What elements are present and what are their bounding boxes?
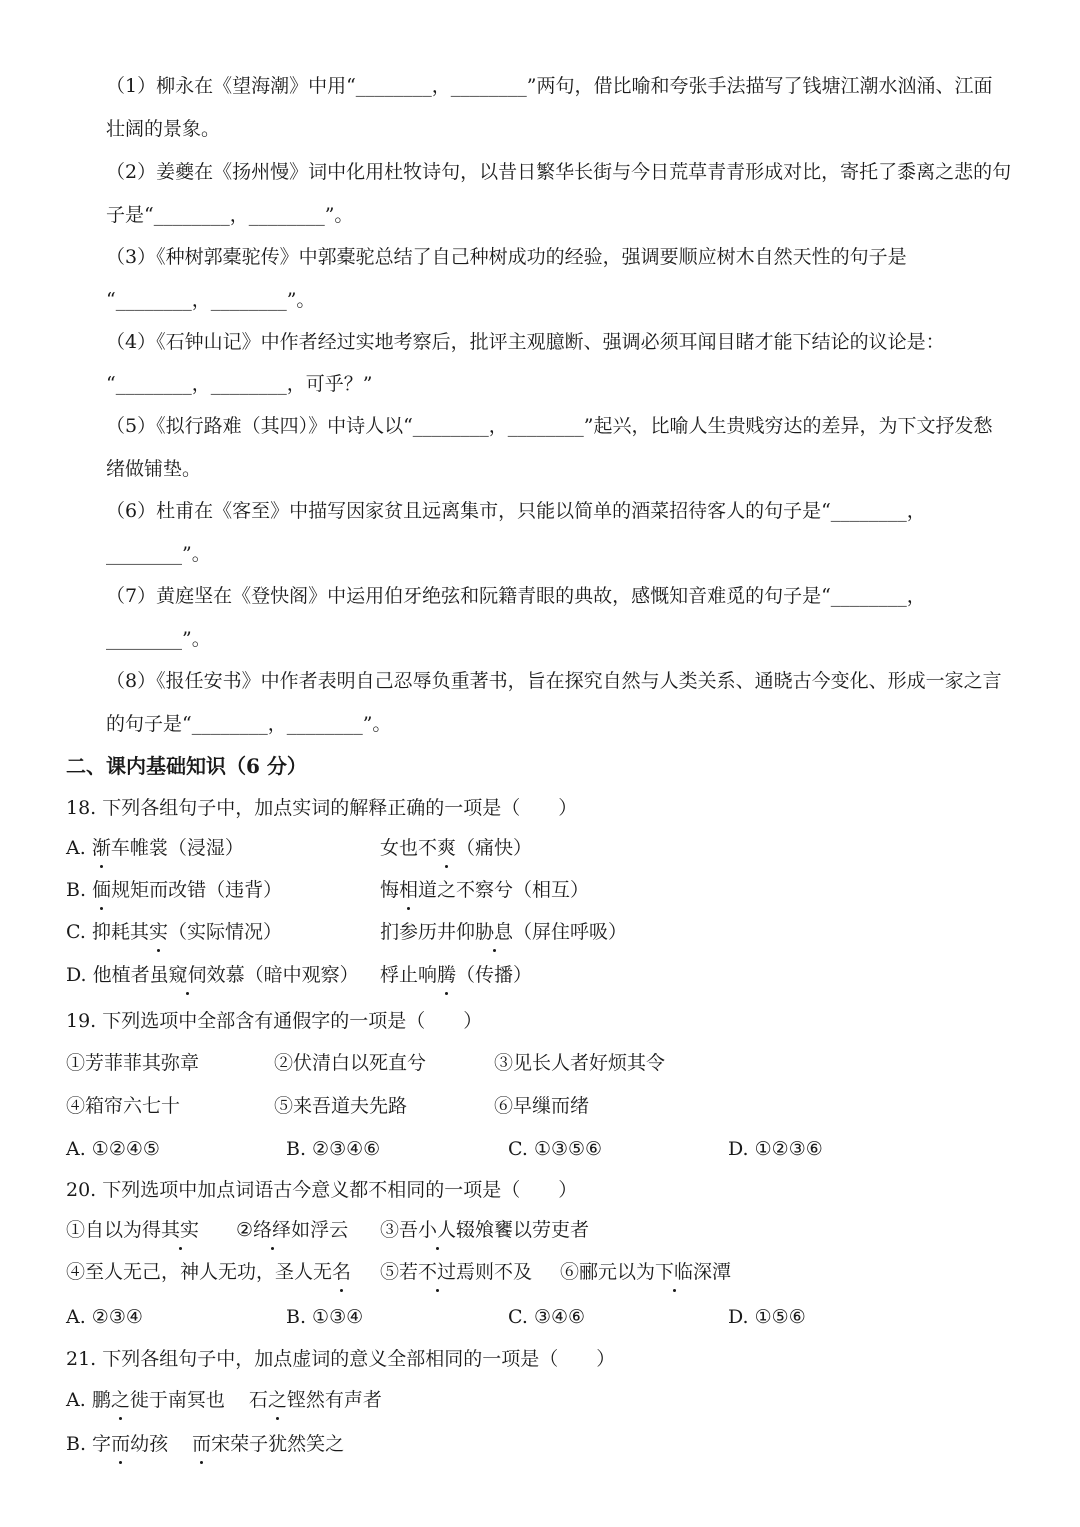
q20-item-6	[560, 1258, 731, 1286]
dotted-word: 之	[268, 1386, 287, 1414]
text: 徙于南冥也	[129, 1389, 225, 1411]
q21-option-a	[66, 1386, 382, 1414]
dotted-word: 名	[332, 1258, 351, 1286]
q20-item-1	[66, 1216, 199, 1244]
q18-option-d-right	[380, 961, 532, 989]
q2-line2: 子是“________，________”。	[106, 204, 354, 226]
q18-option-c-left	[66, 918, 282, 946]
q18-option-a-right	[380, 834, 532, 862]
text: 如浮云	[291, 1219, 349, 1241]
text: ③吾	[380, 1219, 419, 1241]
text: 悔	[380, 879, 400, 901]
dotted-word: 偭	[92, 876, 111, 904]
option-label: A.	[66, 837, 92, 859]
dotted-word: 爽	[437, 834, 456, 862]
q7-line1: （7）黄庭坚在《登快阁》中运用伯牙绝弦和阮籍青眼的典故，感慨知音难觅的句子是“________，	[106, 585, 926, 607]
q19-item-6: ⑥早缫而绪	[494, 1095, 590, 1117]
q1-line1: （1）柳永在《望海潮》中用“________，________”两句，借比喻和夸张手法描写了钱塘江潮水汹涌、江面	[106, 75, 993, 97]
dotted-word: 下临	[655, 1258, 693, 1286]
dotted-word: 相	[399, 876, 418, 904]
text: 辍飧饔以劳吏者	[456, 1219, 590, 1241]
q4-line2: “________，________，可乎？”	[106, 373, 373, 395]
q1-line2: 壮阔的景象。	[106, 118, 221, 140]
q18-option-a-left	[66, 834, 244, 862]
q3-line2: “________，________”。	[106, 289, 316, 311]
dotted-word: 腾	[437, 961, 456, 989]
dotted-word: 其实	[161, 1216, 199, 1244]
dotted-word: 而	[192, 1430, 211, 1458]
dotted-word: 络绎	[253, 1216, 291, 1244]
option-label: C.	[66, 921, 92, 943]
q19-stem: 19. 下列选项中全部含有通假字的一项是（ ）	[66, 1010, 483, 1032]
text: （实际情况）	[167, 921, 282, 943]
text: 桴止响	[380, 964, 438, 986]
q3-line1: （3）《种树郭橐驼传》中郭橐驼总结了自己种树成功的经验，强调要顺应树木自然天性的句子是	[106, 246, 907, 268]
text: ②	[236, 1219, 254, 1241]
text: 车帷裳（浸湿）	[110, 837, 244, 859]
q19-option-d: D. ①②③⑥	[728, 1138, 823, 1160]
q20-stem: 20. 下列选项中加点词语古今意义都不相同的一项是（ ）	[66, 1179, 578, 1201]
option-label: D.	[66, 964, 93, 986]
text: 鹏	[91, 1389, 111, 1411]
text: 幼孩	[130, 1433, 169, 1455]
q19-item-3: ③见长人者好烦其令	[494, 1052, 666, 1074]
q20-item-5	[380, 1258, 532, 1286]
q6-line2: ________”。	[106, 543, 211, 565]
text: 扪参历井仰	[380, 921, 476, 943]
dotted-word: 渐	[92, 834, 111, 862]
q19-item-4: ④箱帘六七十	[66, 1095, 181, 1117]
q18-stem: 18. 下列各组句子中，加点实词的解释正确的一项是（ ）	[66, 797, 578, 819]
q5-line2: 绪做铺垫。	[106, 458, 202, 480]
q8-line1: （8）《报任安书》中作者表明自己忍辱负重著书，旨在探究自然与人类关系、通晓古今变化、形成一家之言	[106, 670, 1002, 692]
q18-option-b-right	[380, 876, 589, 904]
text: ①自以为得	[66, 1219, 162, 1241]
text: 规矩而改错（违背）	[111, 879, 283, 901]
q19-option-b: B. ②③④⑥	[286, 1138, 381, 1160]
q5-line1: （5）《拟行路难（其四）》中诗人以“________，________”起兴，比喻人生贵贱穷达的差异，为下文抒发愁	[106, 415, 993, 437]
q18-option-d-left	[66, 961, 359, 989]
text: 抑耗其	[91, 921, 149, 943]
text: 字	[92, 1433, 112, 1455]
q18-option-c-right	[380, 918, 627, 946]
text: ⑥郦元以为	[560, 1261, 656, 1283]
q20-item-4	[66, 1258, 351, 1286]
text: 石	[248, 1389, 268, 1411]
q6-line1: （6）杜甫在《客至》中描写因家贫且远离集市，只能以简单的酒菜招待客人的句子是“________，	[106, 500, 926, 522]
q20-item-3	[380, 1216, 589, 1244]
q20-item-2	[236, 1216, 348, 1244]
text: （痛快）	[456, 837, 533, 859]
dotted-word: 小人	[418, 1216, 456, 1244]
text: （屏住呼吸）	[513, 921, 628, 943]
q21-option-b	[66, 1430, 344, 1458]
text: （传播）	[456, 964, 533, 986]
text: 效慕（暗中观察）	[206, 964, 359, 986]
dotted-word: 不过	[418, 1258, 456, 1286]
text: 深潭	[693, 1261, 732, 1283]
text: 道之不察兮（相互）	[418, 879, 590, 901]
text: 他植者虽	[92, 964, 169, 986]
q2-line1: （2）姜夔在《扬州慢》词中化用杜牧诗句，以昔日繁华长街与今日荒草青青形成对比，寄托了黍离之悲的句	[106, 161, 1012, 183]
option-label: B.	[66, 1433, 93, 1455]
q19-item-2: ②伏清白以死直兮	[274, 1052, 427, 1074]
dotted-word: 胁息	[475, 918, 513, 946]
q7-line2: ________”。	[106, 628, 211, 650]
q18-option-b-left	[66, 876, 282, 904]
option-label: B.	[66, 879, 93, 901]
q20-option-c: C. ③④⑥	[508, 1306, 586, 1328]
text: 铿然有声者	[286, 1389, 382, 1411]
text: 焉则不及	[456, 1261, 533, 1283]
q19-item-1: ①芳菲菲其弥章	[66, 1052, 200, 1074]
dotted-word: 窥伺	[169, 961, 207, 989]
text: 宋荣子犹然笑之	[211, 1433, 345, 1455]
q20-option-d: D. ①⑤⑥	[728, 1306, 806, 1328]
dotted-word: 而	[111, 1430, 130, 1458]
q20-option-a: A. ②③④	[66, 1306, 143, 1328]
q4-line1: （4）《石钟山记》中作者经过实地考察后，批评主观臆断、强调必须耳闻目睹才能下结论的议论是：	[106, 331, 945, 353]
q19-option-a: A. ①②④⑤	[66, 1138, 160, 1160]
q19-item-5: ⑤来吾道夫先路	[274, 1095, 408, 1117]
q8-line2: 的句子是“________，________”。	[106, 713, 392, 735]
text: ⑤若	[380, 1261, 419, 1283]
option-label: A.	[66, 1389, 92, 1411]
q21-stem: 21. 下列各组句子中，加点虚词的意义全部相同的一项是（ ）	[66, 1348, 616, 1370]
dotted-word: 实	[149, 918, 168, 946]
text: ④至人无己，神人无功，圣人无	[66, 1261, 333, 1283]
text: 女也不	[380, 837, 438, 859]
dotted-word: 之	[111, 1386, 130, 1414]
q19-option-c: C. ①③⑤⑥	[508, 1138, 603, 1160]
section-heading: 二、课内基础知识（6 分）	[66, 754, 307, 778]
q20-option-b: B. ①③④	[286, 1306, 364, 1328]
